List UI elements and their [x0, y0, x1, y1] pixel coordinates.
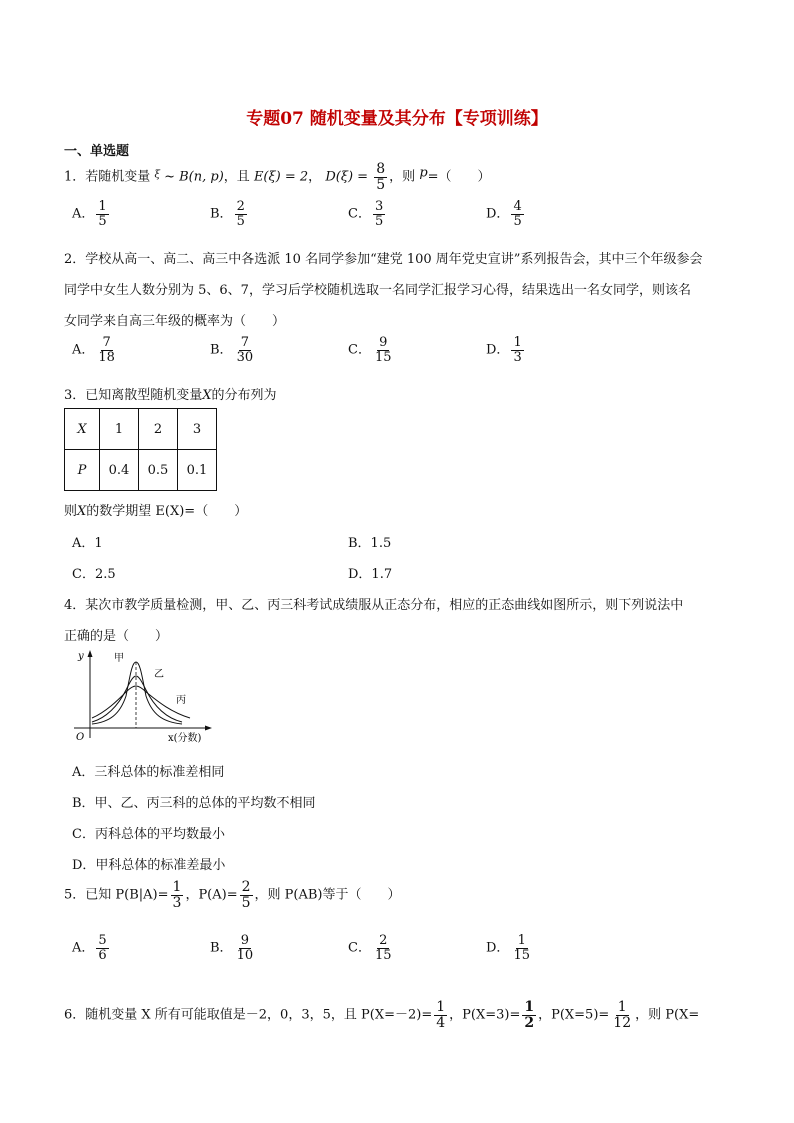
curve-yi [92, 676, 182, 722]
option-fraction: $\frac{7}{30}$ [236, 335, 254, 365]
q4-option-b: B．甲、乙、丙三科的总体的平均数不相同 [72, 796, 316, 811]
q1-variance: D(ξ) = [325, 169, 369, 185]
option-fraction: $\frac{1}{3}$ [513, 335, 522, 365]
table-cell: 1 [100, 409, 139, 450]
option-fraction: $\frac{1}{15}$ [513, 933, 530, 963]
x-axis-arrow-icon [205, 726, 212, 731]
q2-option-c: C． $\frac{9}{15}$ [348, 335, 392, 365]
q4-option-c: C．丙科总体的平均数最小 [72, 827, 225, 842]
q6-fraction-1: $\frac{1}{4}$ [436, 999, 446, 1031]
option-fraction: $\frac{9}{15}$ [374, 335, 392, 365]
q2-option-d: D． $\frac{1}{3}$ [486, 335, 522, 365]
q1-option-b: B． $\frac{2}{5}$ [210, 199, 245, 229]
q1-text-pre: 若随机变量 [85, 169, 151, 185]
option-fraction: $\frac{4}{5}$ [513, 199, 522, 229]
q1-option-d: D． $\frac{4}{5}$ [486, 199, 522, 229]
table-cell: 0.5 [139, 450, 178, 491]
q5-option-a: A． $\frac{5}{6}$ [72, 933, 107, 963]
table-cell: X [65, 409, 100, 450]
y-axis-arrow-icon [88, 650, 93, 657]
q5-option-c: C． $\frac{2}{15}$ [348, 933, 392, 963]
question-4-line-2: 正确的是（ ） [64, 629, 169, 644]
option-fraction: $\frac{5}{6}$ [98, 933, 107, 963]
table-cell: 0.1 [178, 450, 217, 491]
curve-label-bing: 丙 [176, 695, 186, 706]
option-fraction: $\frac{7}{18}$ [98, 335, 115, 365]
q4-option-a: A．三科总体的标准差相同 [72, 765, 225, 780]
option-fraction: $\frac{9}{10}$ [236, 933, 254, 963]
question-2-line-1: 2．学校从高一、高二、高三中各选派 10 名同学参加“建党 100 周年党史宣讲”系列报告会，其中三个年级参会 [64, 252, 703, 267]
q1-variance-fraction: $\frac{8}{5}$ [376, 161, 386, 193]
q1-number: 1． [64, 169, 86, 185]
q4-option-d: D．甲科总体的标准差最小 [72, 858, 226, 873]
curve-label-yi: 乙 [154, 669, 164, 680]
q5-fraction-1: $\frac{1}{3}$ [172, 879, 182, 911]
q6-fraction-2: $\frac{1}{2}$ [524, 999, 535, 1031]
q1-option-a: A． $\frac{1}{5}$ [72, 199, 107, 229]
question-2-line-2: 同学中女生人数分别为 5、6、7，学习后学校随机选取一名同学汇报学习心得，结果选出一名女同学，则该名 [64, 283, 691, 298]
question-6-stem: 6．随机变量 X 所有可能取值是－2，0，3，5，且 P(X=－2)= $\frac{1}{4}$ ，P(X=3)= $\frac{1}{2}$ ，P(X=5)= $\frac{1}{12}$ ，则 P(X= [64, 999, 700, 1031]
question-5-stem: 5．已知 P(B|A)= $\frac{1}{3}$ ，P(A)= $\frac{2}{5}$ ，则 P(AB)等于（ ） [64, 879, 401, 911]
table-row [65, 409, 217, 450]
section-heading: 一、单选题 [64, 144, 130, 159]
q3-option-a: A．1 [72, 536, 103, 551]
q5-option-d: D． $\frac{1}{15}$ [486, 933, 530, 963]
y-label: y [78, 651, 84, 662]
q1-expectation: E(ξ) = 2 [253, 169, 309, 185]
q2-option-a: A． $\frac{7}{18}$ [72, 335, 115, 365]
q1-p: p [419, 165, 428, 181]
option-fraction: $\frac{3}{5}$ [374, 199, 384, 229]
distribution-table [64, 408, 217, 491]
question-2-line-3: 女同学来自高三年级的概率为（ ） [64, 314, 286, 329]
option-fraction: $\frac{2}{15}$ [374, 933, 392, 963]
q1-text-mid: ，且 [223, 169, 250, 185]
table-cell: 2 [139, 409, 178, 450]
table-cell: 0.4 [100, 450, 139, 491]
q5-fraction-2: $\frac{2}{5}$ [241, 879, 251, 911]
question-3-ask: 则X的数学期望 E(X)=（ ） [64, 504, 248, 519]
x-label: x(分数) [168, 733, 202, 744]
normal-curves-figure [70, 646, 220, 746]
table-cell: 3 [178, 409, 217, 450]
q5-option-b: B． $\frac{9}{10}$ [210, 933, 254, 963]
q3-option-d: D．1.7 [348, 567, 393, 582]
option-fraction: $\frac{1}{5}$ [98, 199, 107, 229]
origin-label: O [76, 732, 85, 743]
option-fraction: $\frac{2}{5}$ [236, 199, 245, 229]
question-4-line-1: 4．某次市教学质量检测，甲、乙、丙三科考试成绩服从正态分布，相应的正态曲线如图所示，则下列说法中 [64, 598, 684, 613]
table-row [65, 450, 217, 491]
curve-jia [92, 662, 182, 724]
q1-answer-blank: =（ ） [427, 169, 491, 185]
curve-label-jia: 甲 [114, 653, 124, 664]
q3-option-b: B．1.5 [348, 536, 392, 551]
q1-option-c: C． $\frac{3}{5}$ [348, 199, 384, 229]
q1-distribution: ~ B(n, p) [164, 169, 224, 185]
q1-xi: ξ [154, 169, 160, 181]
q6-fraction-3: $\frac{1}{12}$ [613, 999, 632, 1031]
q2-option-b: B． $\frac{7}{30}$ [210, 335, 254, 365]
q3-option-c: C．2.5 [72, 567, 116, 582]
q1-comma: ， [308, 169, 322, 185]
page-title: 专题07 随机变量及其分布【专项训练】 [246, 109, 548, 129]
q1-text-post: ，则 [389, 169, 416, 185]
table-cell: P [65, 450, 100, 491]
question-3-stem: 3．已知离散型随机变量X的分布列为 [64, 388, 277, 403]
question-1-stem [64, 162, 491, 192]
